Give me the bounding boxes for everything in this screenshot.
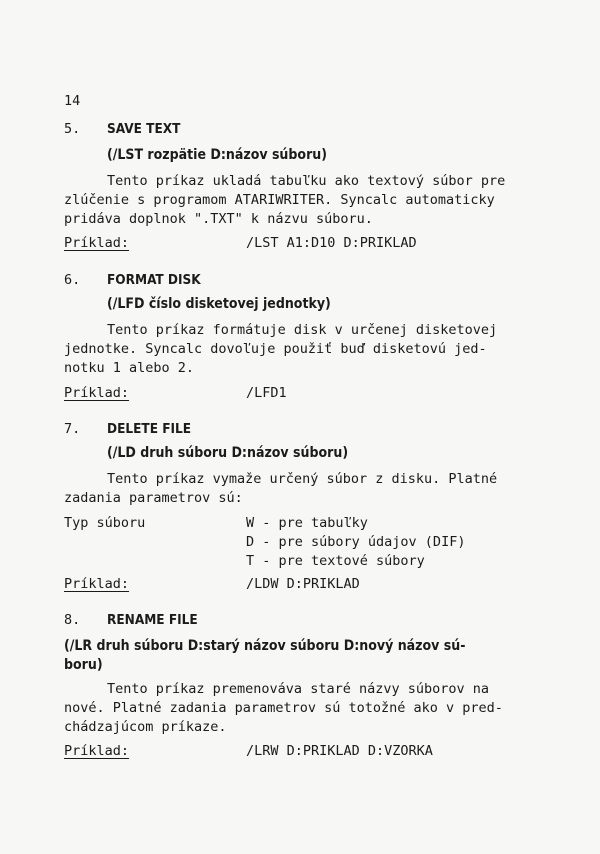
- section-7-number: 7.: [64, 421, 81, 437]
- desc-line: Tento príkaz vymaže určený súbor z disku. Platné: [107, 471, 498, 487]
- desc-line: chádzajúcom príkaze.: [64, 719, 227, 735]
- type-item: W - pre tabuľky: [246, 515, 368, 531]
- section-6-syntax: (/LFD číslo disketovej jednotky): [107, 296, 331, 312]
- section-5-number: 5.: [64, 121, 81, 137]
- section-8-description: [64, 680, 503, 737]
- section-7-example: /LDW D:PRIKLAD: [246, 576, 360, 592]
- section-5-title: SAVE TEXT: [107, 121, 181, 137]
- desc-line: zlúčenie s programom ATARIWRITER. Syncalc automaticky: [64, 192, 495, 208]
- desc-line: pridáva doplnok ".TXT" k názvu súboru.: [64, 211, 373, 227]
- desc-line: notku 1 alebo 2.: [64, 360, 195, 376]
- page-number: 14: [64, 93, 81, 109]
- section-5-syntax: (/LST rozpätie D:názov súboru): [107, 147, 328, 163]
- section-7-description: [64, 470, 497, 508]
- desc-line: nové. Platné zadania parametrov sú totožné ako v pred-: [64, 700, 503, 716]
- desc-line: Tento príkaz ukladá tabuľku ako textový súbor pre: [107, 173, 506, 189]
- section-5-example-label: Príklad:: [64, 235, 130, 251]
- section-8-example-label: Príklad:: [64, 743, 130, 759]
- section-7-title: DELETE FILE: [107, 421, 192, 437]
- syntax-line: (/LR druh súboru D:starý názov súboru D:nový názov sú-: [64, 638, 466, 654]
- section-7-type-list: [246, 514, 465, 571]
- section-5-example: /LST A1:D10 D:PRIKLAD: [246, 235, 417, 251]
- section-6-example: /LFD1: [246, 385, 287, 401]
- type-item: D - pre súbory údajov (DIF): [246, 534, 466, 550]
- desc-line: zadania parametrov sú:: [64, 490, 243, 506]
- section-8-title: RENAME FILE: [107, 612, 198, 628]
- section-6-example-label: Príklad:: [64, 385, 130, 401]
- section-8-number: 8.: [64, 612, 81, 628]
- section-7-example-label: Príklad:: [64, 576, 130, 592]
- desc-line: Tento príkaz formátuje disk v určenej disketovej: [107, 322, 498, 338]
- section-8-syntax: [64, 637, 465, 675]
- section-6-title: FORMAT DISK: [107, 272, 201, 288]
- section-8-example: /LRW D:PRIKLAD D:VZORKA: [246, 743, 433, 759]
- type-item: T - pre textové súbory: [246, 553, 425, 569]
- section-6-number: 6.: [64, 272, 81, 288]
- syntax-line: boru): [64, 657, 103, 673]
- section-5-description: [64, 172, 505, 229]
- desc-line: jednotke. Syncalc dovoľuje použiť buď disketovú jed-: [64, 341, 487, 357]
- desc-line: Tento príkaz premenováva staré názvy súborov na: [107, 681, 490, 697]
- section-7-syntax: (/LD druh súboru D:názov súboru): [107, 445, 349, 461]
- section-7-type-label: Typ súboru: [64, 515, 146, 531]
- section-6-description: [64, 321, 497, 378]
